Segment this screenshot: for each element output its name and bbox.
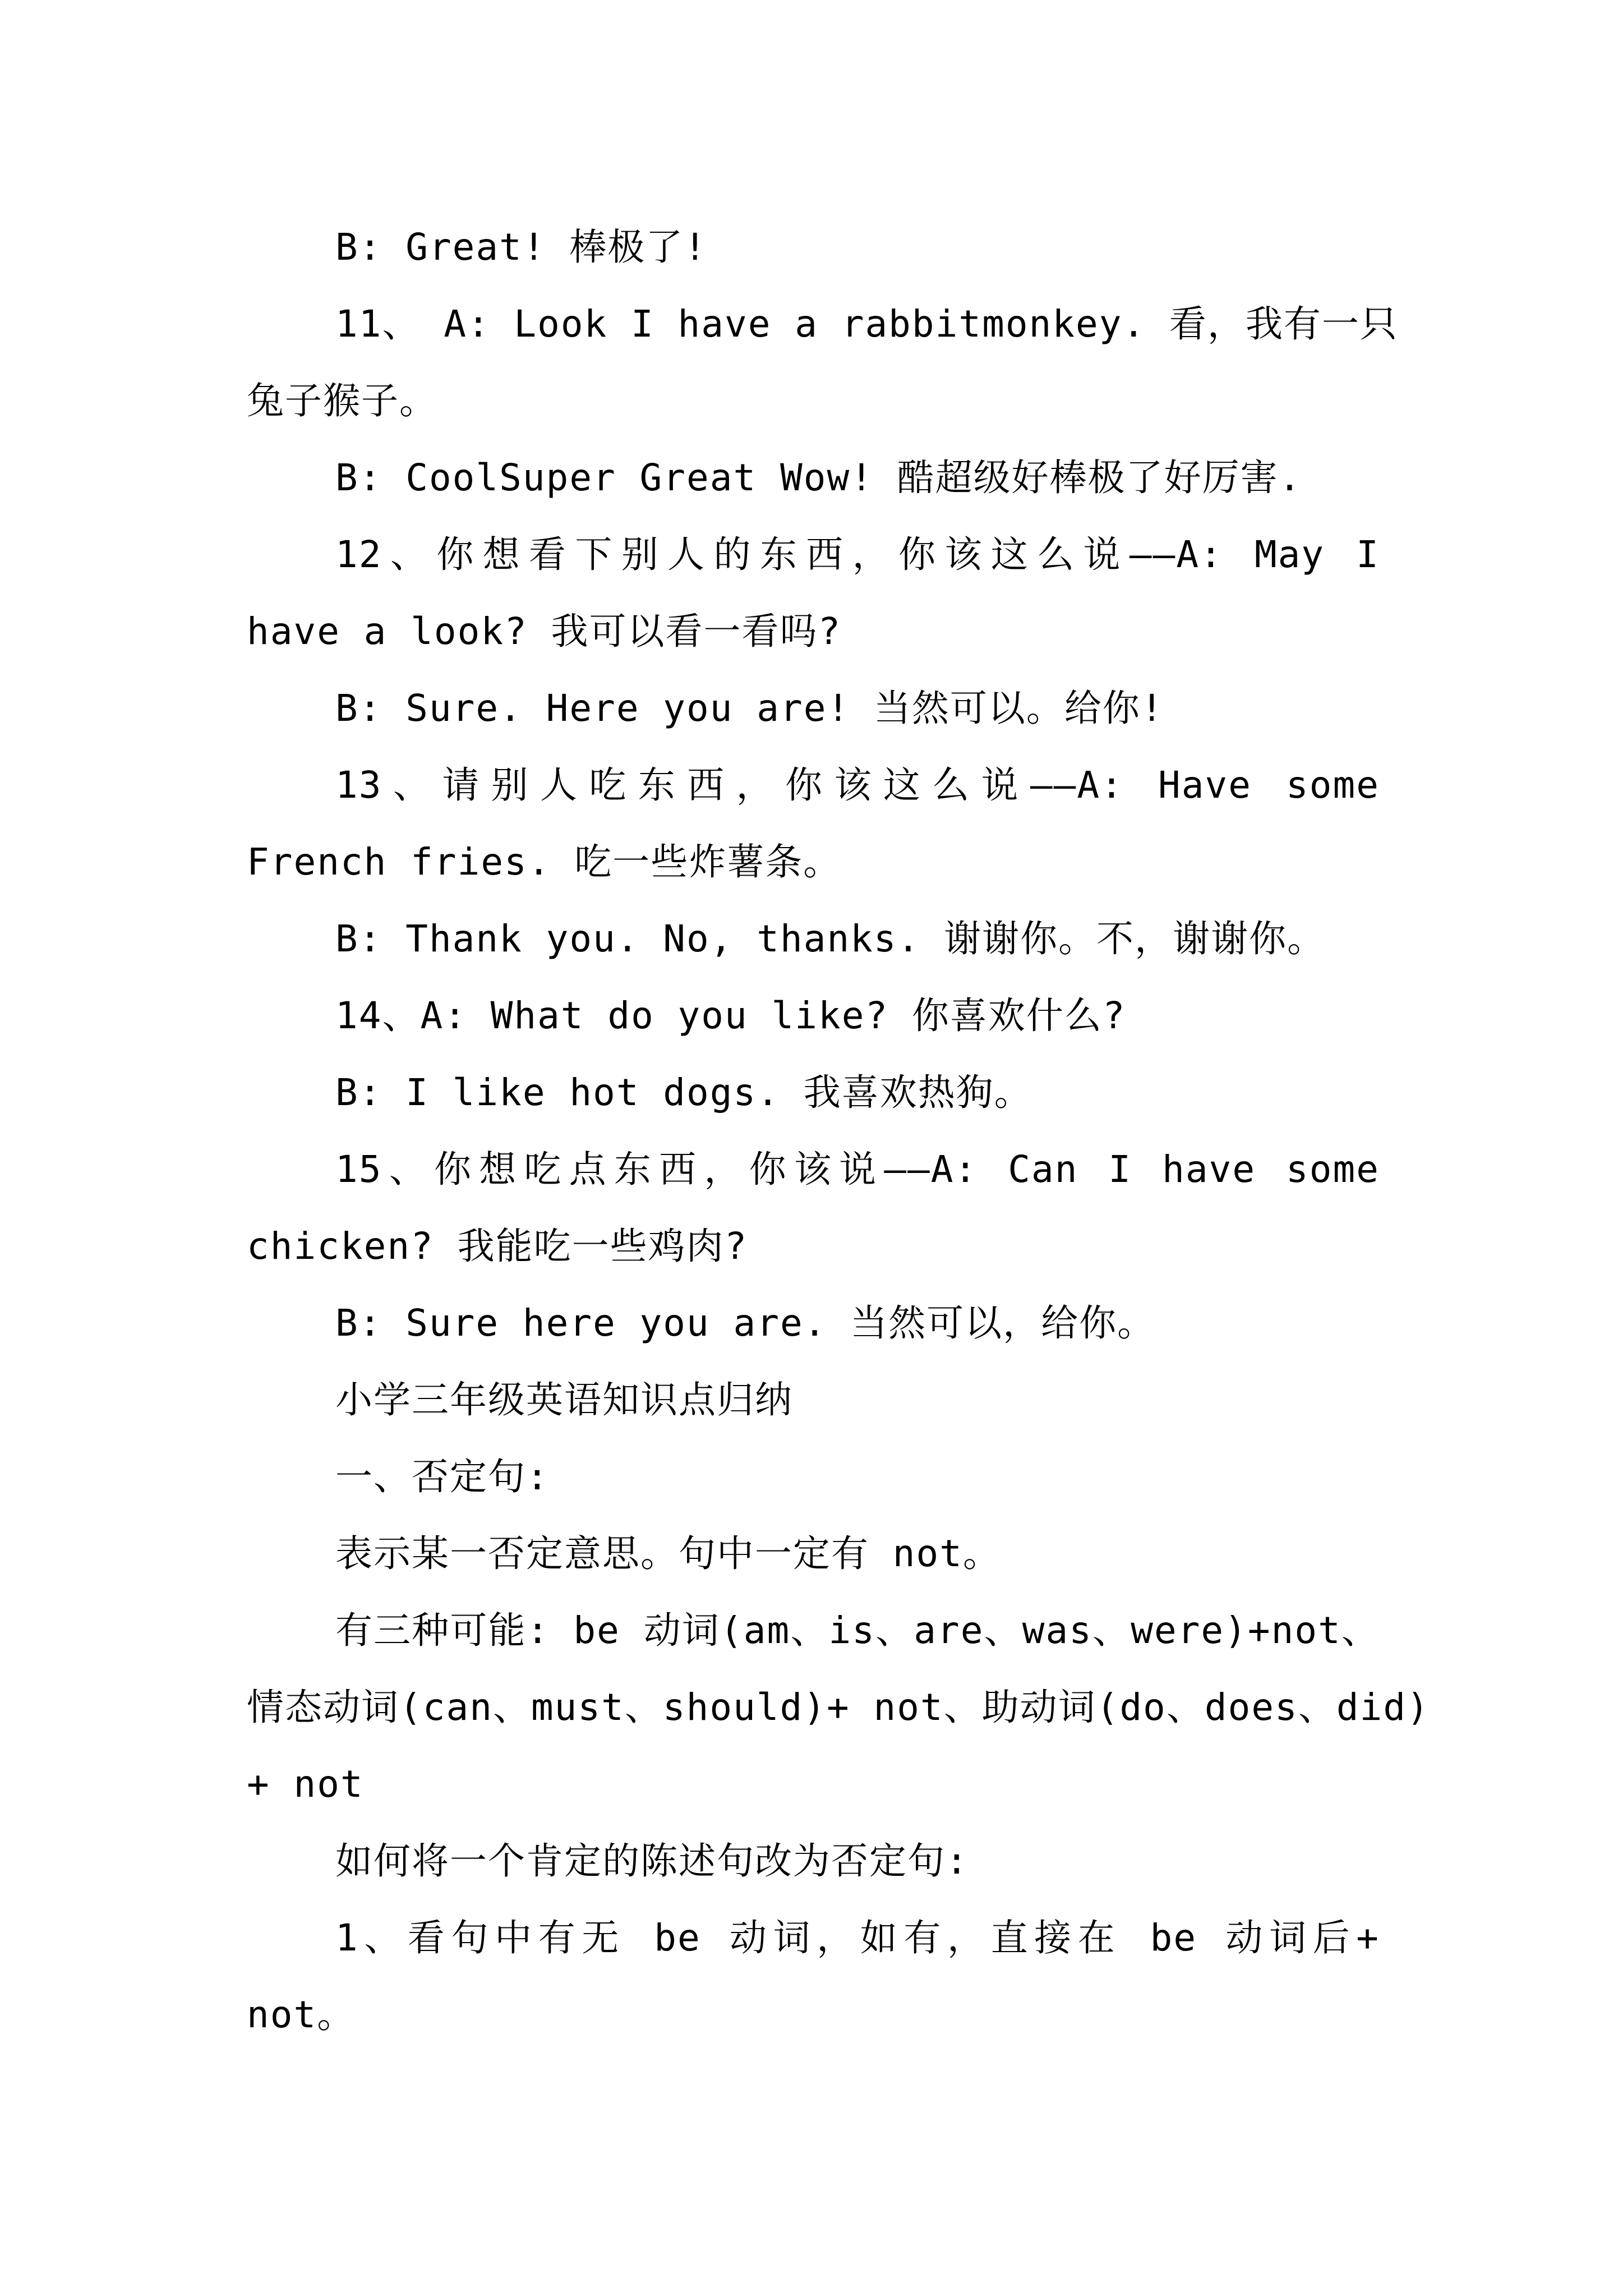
subsection-heading: 一、否定句: (335, 1455, 550, 1498)
text-line: 12、你想看下别人的东西，你该这么说——A: May I (335, 533, 1380, 576)
text-line: + not (247, 1763, 364, 1806)
text-line: 11、 A: Look I have a rabbitmonkey. 看，我有一只 (335, 302, 1399, 346)
text-line: 15、你想吃点东西，你该说——A: Can I have some (335, 1148, 1380, 1191)
text-line: French fries. 吃一些炸薯条。 (247, 840, 842, 884)
text-line: B: Thank you. No, thanks. 谢谢你。不，谢谢你。 (335, 917, 1326, 960)
text-line: B: Great! 棒极了! (335, 226, 708, 269)
text-line: B: Sure here you are. 当然可以，给你。 (335, 1301, 1156, 1345)
text-line: 14、A: What do you like? 你喜欢什么? (335, 994, 1126, 1037)
text-line: 情态动词(can、must、should)+ not、助动词(do、does、did) (247, 1686, 1430, 1729)
section-heading: 小学三年级英语知识点归纳 (335, 1378, 793, 1421)
text-line: 13、请别人吃东西，你该这么说——A: Have some (335, 763, 1380, 807)
text-line: have a look? 我可以看一看吗? (247, 610, 842, 653)
text-line: B: Sure. Here you are! 当然可以。给你! (335, 687, 1164, 730)
text-line: 表示某一否定意思。句中一定有 not。 (335, 1532, 1001, 1575)
text-line: 有三种可能: be 动词(am、is、are、was、were)+not、 (335, 1609, 1380, 1652)
text-line: 如何将一个肯定的陈述句改为否定句: (335, 1839, 969, 1883)
text-line: not。 (247, 1993, 356, 2036)
text-line: B: CoolSuper Great Wow! 酷超级好棒极了好厉害. (335, 456, 1302, 499)
text-line: 兔子猴子。 (247, 379, 437, 422)
text-line: B: I like hot dogs. 我喜欢热狗。 (335, 1071, 1032, 1114)
text-line: 1、看句中有无 be 动词，如有，直接在 be 动词后+ (335, 1916, 1380, 1959)
document-page (247, 209, 1430, 2053)
text-line: chicken? 我能吃一些鸡肉? (247, 1225, 748, 1268)
